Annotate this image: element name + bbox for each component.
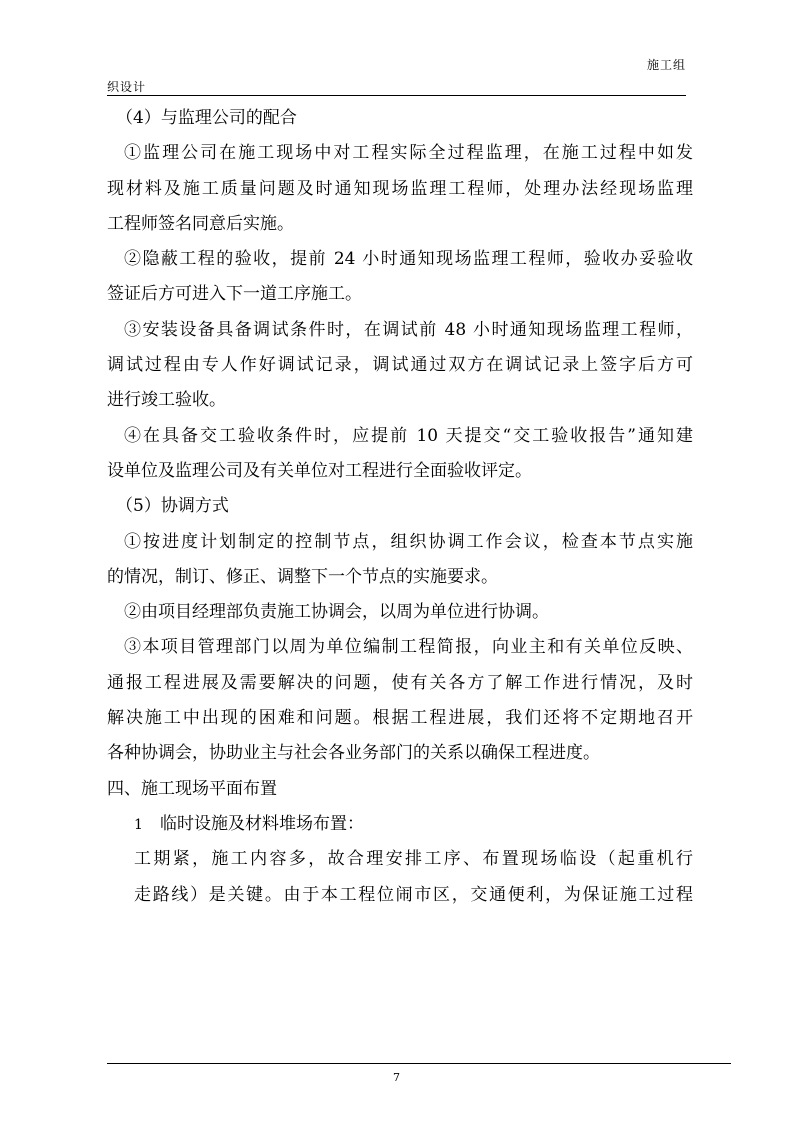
paragraph-line: ①监理公司在施工现场中对工程实际全过程监理，在施工过程中如发 [124,143,693,164]
paragraph-line: ③安装设备具备调试条件时，在调试前 48 小时通知现场监理工程师， [124,319,693,340]
list-item-text: 临时设施及材料堆场布置： [160,813,364,834]
subsection-heading: （5）协调方式 [116,496,229,517]
section-heading: 四、施工现场平面布置 [107,778,277,799]
paragraph-line: ①按进度计划制定的控制节点，组织协调工作会议，检查本节点实施 [124,531,693,552]
paragraph-line: 各种协调会，协助业主与社会各业务部门的关系以确保工程进度。 [107,743,600,764]
paragraph-line: 调试过程由专人作好调试记录，调试通过双方在调试记录上签字后方可 [107,355,693,376]
paragraph-line: 现材料及施工质量问题及时通知现场监理工程师，处理办法经现场监理 [107,178,693,199]
paragraph-line: ②隐蔽工程的验收，提前 24 小时通知现场监理工程师，验收办妥验收 [124,249,693,270]
document-body [107,101,693,913]
paragraph-line: ②由项目经理部负责施工协调会，以周为单位进行协调。 [124,602,549,623]
subsection-heading: （4）与监理公司的配合 [116,108,297,128]
numbered-item [107,807,693,842]
paragraph-line: 进行竣工验收。 [107,390,226,411]
paragraph-line: 解决施工中出现的困难和问题。根据工程进展，我们还将不定期地召开 [107,708,693,729]
footer-divider [107,1063,731,1064]
paragraph-line: ④在具备交工验收条件时，应提前 10 天提交“交工验收报告”通知建 [124,425,693,446]
paragraph-line: ③本项目管理部门以周为单位编制工程简报，向业主和有关单位反映、 [124,637,693,658]
header-title-left: 织设计 [107,80,147,94]
paragraph-line: 通报工程进展及需要解决的问题，使有关各方了解工作进行情况，及时 [107,672,693,693]
paragraph-line: 走路线）是关键。由于本工程位闹市区，交通便利，为保证施工过程 [134,884,693,905]
paragraph-line: 签证后方可进入下一道工序施工。 [107,284,362,305]
paragraph-line: 工期紧，施工内容多，故合理安排工序、布置现场临设（起重机行 [134,849,693,870]
page-number: 7 [393,1071,400,1084]
paragraph-line: 工程师签名同意后实施。 [107,213,294,234]
list-number: 1 [134,816,143,833]
paragraph-line: 设单位及监理公司及有关单位对工程进行全面验收评定。 [107,460,532,481]
header-title-right: 施工组 [646,58,686,72]
paragraph-line: 的情况，制订、修正、调整下一个节点的实施要求。 [107,566,498,587]
header-divider [107,95,686,96]
